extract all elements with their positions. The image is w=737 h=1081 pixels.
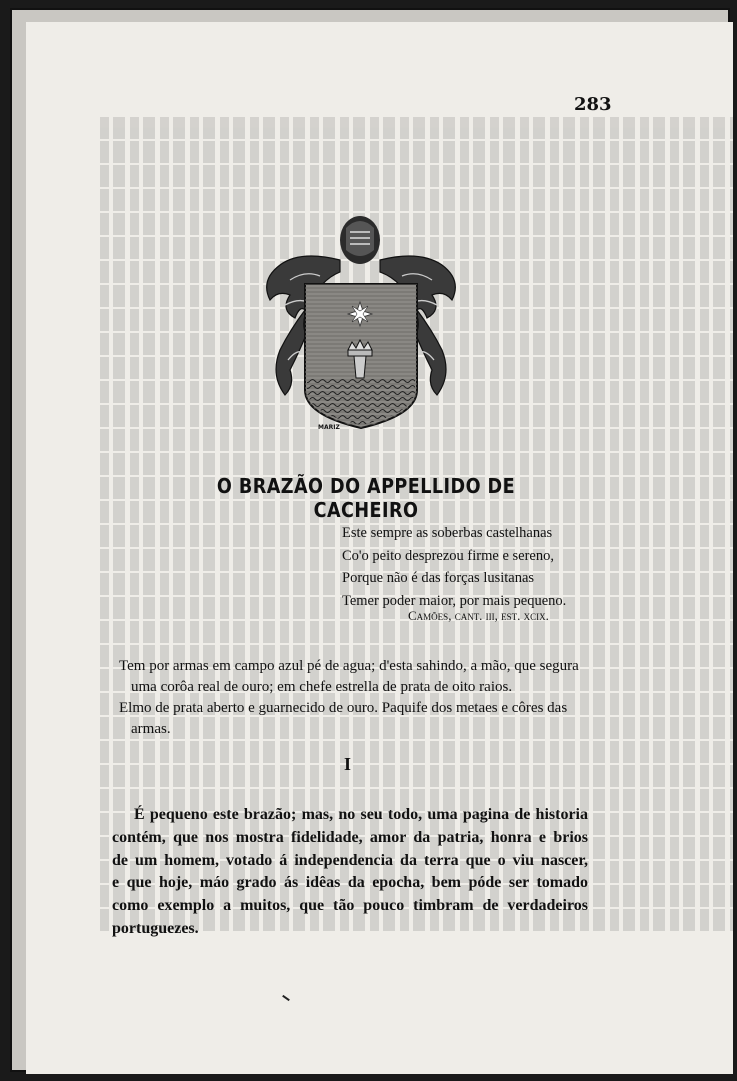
- epigraph: [342, 522, 602, 612]
- section-body: [112, 804, 588, 941]
- epigraph-reference: , cant. iii, est. xcix.: [448, 608, 549, 623]
- body-line: contém, que nos mostra fidelidade, amor da patria, honra e brios: [112, 828, 588, 846]
- epigraph-line: Porque não é das forças lusitanas: [342, 570, 535, 586]
- body-line: e que hoje, máo grado ás idêas da epocha, bem póde ser tomado: [112, 874, 588, 892]
- body-line: portuguezes.: [112, 919, 199, 937]
- body-line: de um homem, votado á independencia da terra que o viu nascer,: [112, 851, 588, 869]
- body-line: como exemplo a muitos, que tão pouco timbram de verdadeiros: [112, 897, 588, 915]
- coat-of-arms-illustration: [250, 210, 474, 438]
- book-page: [26, 22, 733, 1074]
- body-line: É pequeno este brazão; mas, no seu todo, uma pagina de historia: [134, 806, 588, 823]
- page-frame: [10, 8, 730, 1072]
- epigraph-attribution: [408, 608, 598, 624]
- epigraph-line: Este sempre as soberbas castelhanas: [342, 525, 553, 541]
- arms-paragraph: Elmo de prata aberto e guarnecido de ouro. Paquife dos metaes e côres das armas.: [119, 700, 568, 737]
- crest-label: MARIZ: [318, 424, 340, 431]
- epigraph-line: Co'o peito desprezou firme e sereno,: [342, 547, 554, 564]
- epigraph-line: Temer poder maior, por mais pequeno.: [342, 592, 567, 609]
- arms-description: [119, 656, 597, 740]
- section-number: I: [344, 754, 352, 774]
- page-title: O BRAZÃO DO APPELLIDO DE CACHEIRO: [216, 474, 516, 522]
- epigraph-author: Camões: [408, 608, 449, 623]
- page-number: 283: [574, 94, 612, 115]
- ink-mark: [282, 995, 290, 1001]
- arms-paragraph: Tem por armas em campo azul pé de agua; d'esta sahindo, a mão, que segura uma corôa real de ouro; em chefe estrella de prata de oito raios.: [119, 658, 579, 695]
